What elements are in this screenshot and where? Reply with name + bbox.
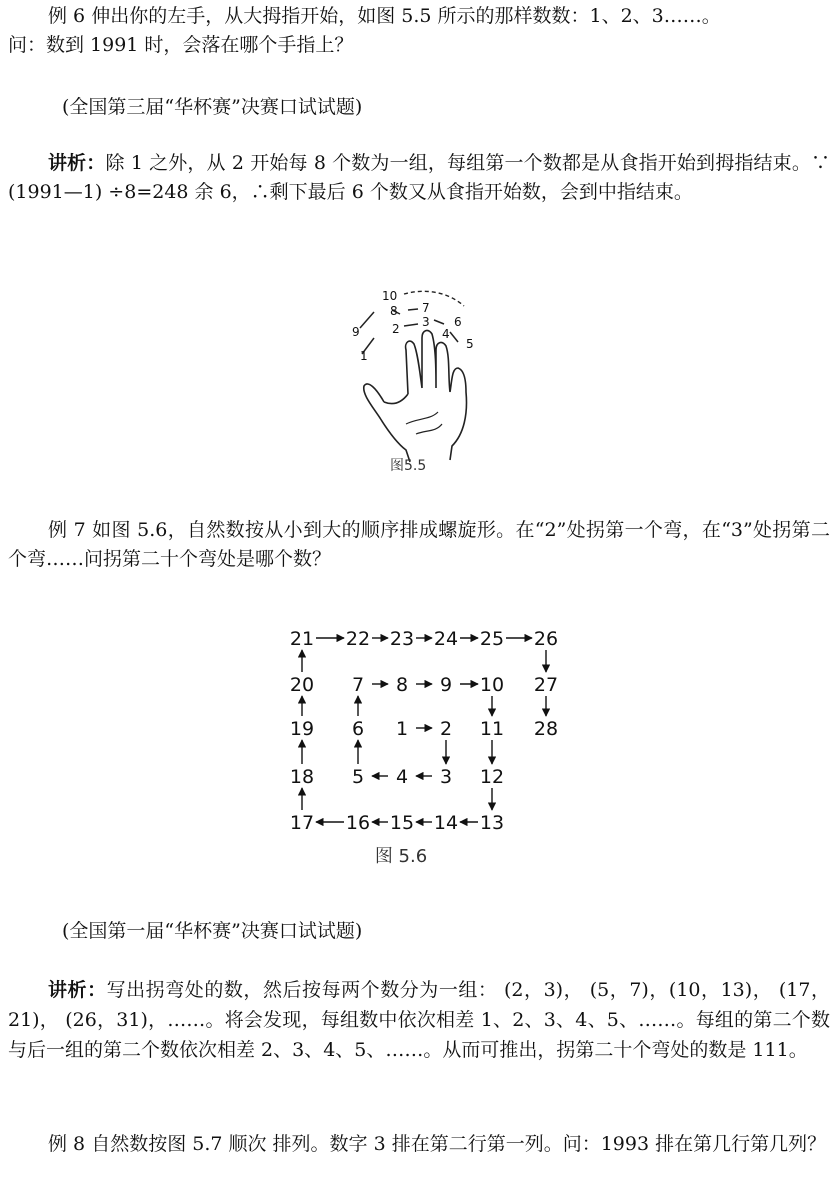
analysis-label: 讲析：	[48, 152, 106, 174]
figure-5-6	[280, 620, 570, 870]
palm-lines	[406, 412, 442, 434]
figure-5-6-caption: 图 5.6	[374, 846, 428, 867]
spiral-number-19: 19	[289, 718, 315, 740]
example7-source: (全国第一届“华杯赛”决赛口试试题)	[62, 920, 363, 942]
spiral-number-10: 10	[479, 674, 505, 696]
spiral-number-17: 17	[289, 812, 315, 834]
spiral-number-1: 1	[395, 718, 409, 740]
spiral-arrows	[302, 638, 546, 822]
spiral-number-27: 27	[533, 674, 559, 696]
number-9: 9	[352, 325, 360, 339]
spiral-number-7: 7	[351, 674, 365, 696]
spiral-number-16: 16	[345, 812, 371, 834]
example7-analysis: 讲析：写出拐弯处的数，然后按每两个数分为一组： (2，3)， (5，7)，(10，13)， (17，21)， (26，31)，……。将会发现，每组数中依次相差 1、2、3、4、5、……。每组的第二个数与后一组的第二个数依次相差 2、3、4、5、……。从而可推出，拐第二十个弯处的数是 111。	[8, 979, 830, 1061]
number-5: 5	[466, 337, 474, 351]
spiral-number-5: 5	[351, 766, 365, 788]
spiral-number-8: 8	[395, 674, 409, 696]
number-7: 7	[422, 301, 430, 315]
count-numbers	[352, 289, 474, 363]
spiral-number-3: 3	[439, 766, 453, 788]
number-10: 10	[382, 289, 398, 303]
spiral-number-23: 23	[389, 628, 415, 650]
spiral-number-20: 20	[289, 674, 315, 696]
spiral-number-13: 13	[479, 812, 505, 834]
spiral-numbers	[290, 628, 558, 834]
example6-question: 例 6 伸出你的左手，从大拇指开始，如图 5.5 所示的那样数数：1、2、3……。	[48, 5, 721, 27]
spiral-number-25: 25	[479, 628, 505, 650]
number-3: 3	[422, 315, 430, 329]
example7-question: 例 7 如图 5.6，自然数按从小到大的顺序排成螺旋形。在“2”处拐第一个弯，在“3”处拐第二个弯……问拐第二十个弯处是哪个数？	[8, 519, 830, 570]
example8-question: 例 8 自然数按图 5.7 顺次 排列。数字 3 排在第二行第一列。问：1993 排在第几行第几列？	[48, 1133, 827, 1155]
spiral-number-12: 12	[479, 766, 505, 788]
hand-diagram	[346, 284, 476, 480]
spiral-number-21: 21	[289, 628, 315, 650]
spiral-number-15: 15	[389, 812, 415, 834]
dashed-arc	[404, 291, 464, 306]
spiral-diagram	[280, 620, 570, 870]
spiral-number-2: 2	[439, 718, 453, 740]
spiral-number-24: 24	[433, 628, 459, 650]
figure-5-5	[346, 284, 476, 480]
spiral-number-28: 28	[533, 718, 559, 740]
number-4: 4	[442, 327, 450, 341]
spiral-number-14: 14	[433, 812, 459, 834]
number-2: 2	[392, 322, 400, 336]
example6-question-line2: 问：数到 1991 时，会落在哪个手指上？	[8, 34, 354, 56]
number-8: 8	[390, 304, 398, 318]
spiral-number-9: 9	[439, 674, 453, 696]
hand-outline	[364, 331, 467, 462]
figure-5-5-caption: 图5.5	[390, 458, 427, 474]
spiral-number-4: 4	[395, 766, 409, 788]
analysis-label: 讲析：	[48, 979, 107, 1001]
number-6: 6	[454, 315, 462, 329]
spiral-number-18: 18	[289, 766, 315, 788]
spiral-number-6: 6	[351, 718, 365, 740]
spiral-number-26: 26	[533, 628, 559, 650]
example6-source: (全国第三届“华杯赛”决赛口试试题)	[62, 96, 363, 118]
example6-analysis: 讲析：除 1 之外，从 2 开始每 8 个数为一组，每组第一个数都是从食指开始到拇指结束。∵ (1991—1) ÷8=248 余 6，∴剩下最后 6 个数又从食指开始数，会到中指结束。	[8, 152, 830, 203]
number-1: 1	[360, 349, 368, 363]
spiral-number-11: 11	[479, 718, 505, 740]
spiral-number-22: 22	[345, 628, 371, 650]
